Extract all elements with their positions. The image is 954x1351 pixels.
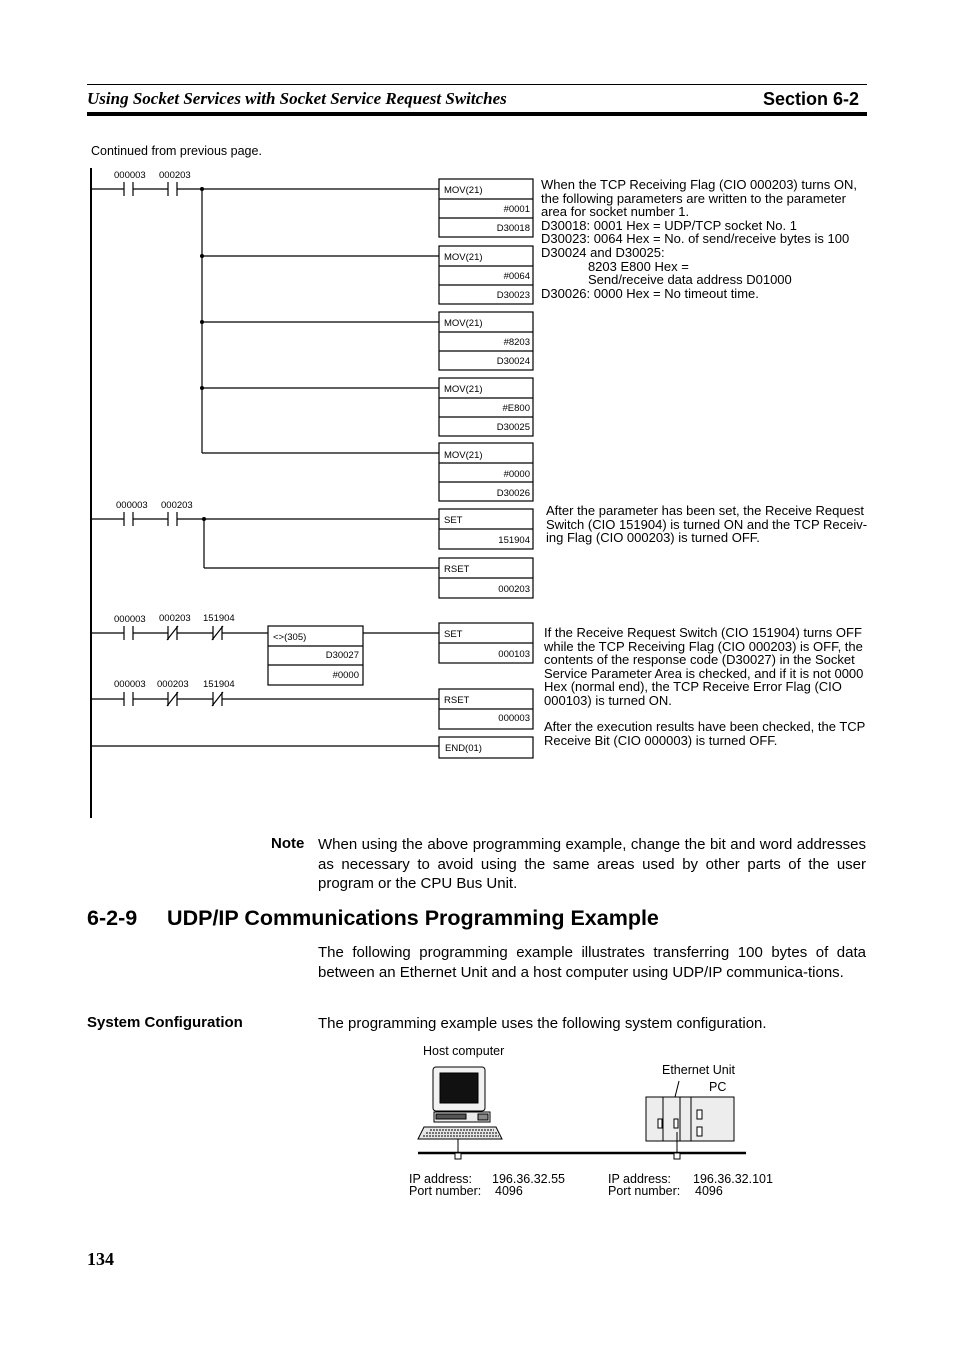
contact-label: 000203 <box>157 679 189 690</box>
instruction-name: SET <box>444 629 463 640</box>
left-ip-label: IP address: <box>409 1172 473 1186</box>
right-ip-label: IP address: <box>608 1172 672 1186</box>
rung2-description: After the parameter has been set, the Receive Request Switch (CIO 151904) is turned ON and the TCP Receiv- ing Flag (CIO 000203) is turned OFF. <box>546 503 868 546</box>
instruction-operand: 000203 <box>498 584 530 595</box>
instruction-operand: 151904 <box>498 535 530 546</box>
instruction-name: MOV(21) <box>444 450 483 461</box>
instruction-operand: #0000 <box>332 670 359 681</box>
left-port-value: 4096 <box>495 1184 523 1198</box>
instruction-operand: D30024 <box>496 356 530 367</box>
instruction-name: MOV(21) <box>444 384 483 395</box>
continued-note: Continued from previous page. <box>91 144 262 158</box>
contact-label: 000203 <box>159 170 191 181</box>
pc-label: PC <box>709 1080 727 1094</box>
left-ip-value: 196.36.32.55 <box>492 1172 565 1186</box>
system-config-label: System Configuration <box>87 1014 243 1031</box>
instruction-operand: D30023 <box>496 290 530 301</box>
note-label: Note <box>271 835 305 852</box>
contact-label: 000003 <box>114 170 146 181</box>
instruction-name: MOV(21) <box>444 185 483 196</box>
host-computer-icon <box>418 1067 502 1139</box>
contact-label: 000003 <box>116 500 148 511</box>
rung3-description: If the Receive Request Switch (CIO 151904) turns OFF while the TCP Receiving Flag (CIO 000203) is OFF, the contents of the response code (D30027) in the Socket Service Parameter Area is checked, and if it is not 0000 Hex (normal end), the TCP Receive Error Flag (CIO 000103) is turned ON. <box>544 625 864 708</box>
system-diagram <box>400 1040 800 1210</box>
note-text: When using the above programming example, change the bit and word addresses as necessary to avoid using the same areas used by other parts of the user program or the CPU Bus Unit. <box>318 836 866 892</box>
host-computer-label: Host computer <box>423 1044 505 1058</box>
instruction-operand: #0001 <box>503 204 530 215</box>
running-header-section: Section 6-2 <box>763 89 860 109</box>
rung4-description: After the execution results have been checked, the TCP Receive Bit (CIO 000003) is turned OFF. <box>544 719 866 748</box>
system-config-text: The programming example uses the following system configuration. <box>318 1015 767 1032</box>
instruction-name: END(01) <box>445 743 482 754</box>
instruction-operand: 000003 <box>498 713 530 724</box>
instruction-operand: #0064 <box>503 271 530 282</box>
instruction-name: SET <box>444 515 463 526</box>
running-header-title: Using Socket Services with Socket Service Request Switches <box>87 89 507 108</box>
page-number: 134 <box>87 1249 114 1269</box>
instruction-name: <>(305) <box>273 632 307 643</box>
instruction-operand: 000103 <box>498 649 530 660</box>
contact-label: 151904 <box>203 679 235 690</box>
right-ip-value: 196.36.32.101 <box>693 1172 773 1186</box>
instruction-name: RSET <box>444 564 470 575</box>
contact-label: 000203 <box>161 500 193 511</box>
contact-label: 151904 <box>203 613 235 624</box>
ethernet-unit-label: Ethernet Unit <box>662 1063 735 1077</box>
right-port-label: Port number: <box>608 1184 681 1198</box>
instruction-name: MOV(21) <box>444 318 483 329</box>
instruction-name: RSET <box>444 695 470 706</box>
left-port-label: Port number: <box>409 1184 482 1198</box>
contact-label: 000003 <box>114 614 146 625</box>
instruction-operand: D30018 <box>496 223 530 234</box>
instruction-operand: D30026 <box>496 488 530 499</box>
instruction-operand: D30027 <box>325 650 359 661</box>
right-port-value: 4096 <box>695 1184 723 1198</box>
instruction-operand: D30025 <box>496 422 530 433</box>
instruction-operand: #E800 <box>502 403 530 414</box>
intro-paragraph: The following programming example illustrates transferring 100 bytes of data between an Ethernet Unit and a host computer using UDP/IP communica-tions. <box>318 944 866 981</box>
instruction-operand: #8203 <box>503 337 530 348</box>
section-heading: 6-2-9 UDP/IP Communications Programming Example <box>87 906 659 930</box>
rung1-description: When the TCP Receiving Flag (CIO 000203) turns ON, the following parameters are written to the parameter area for socket number 1. D30018: 0001 Hex = UDP/TCP socket No. 1 D30023: 0064 Hex = No. of send/receive bytes is 100 D30024 and D30025: 8203 E800 Hex = Send/receive data address D01000 D30026: 0000 Hex = No timeout time. <box>541 177 857 301</box>
instruction-name: MOV(21) <box>444 252 483 263</box>
contact-label: 000203 <box>159 613 191 624</box>
instruction-operand: #0000 <box>503 469 530 480</box>
contact-label: 000003 <box>114 679 146 690</box>
